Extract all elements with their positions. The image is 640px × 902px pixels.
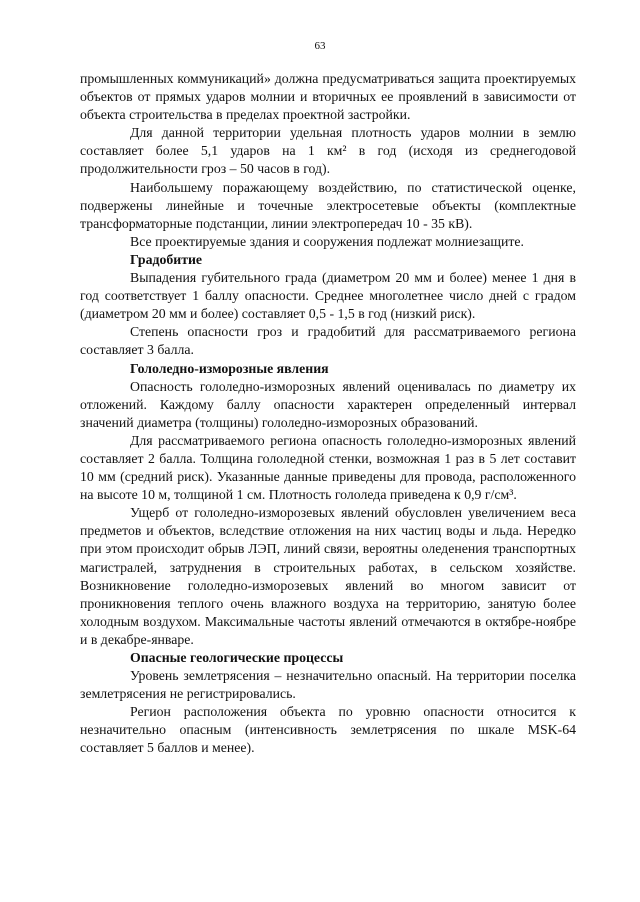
page-number: 63 [314,40,326,52]
paragraph-earthquake-level: Уровень землетрясения – незначительно опасный. На территории поселка землетрясения не регистрировались. [80,668,576,702]
paragraph-icing-damage: Ущерб от гололедно-изморозевых явлений обусловлен увеличением веса предметов и объектов, вследствие отложения на них частиц воды и льда. Нередко при этом происходит обрыв ЛЭП, линий связи, вероятны оледенения транспортных магистралей, затруднения в строительных работах, в сельском хозяйстве. Возникновение гололедно-изморозевых явлений во многом зависит от проникновения теплого очень влажного воздуха на территорию, занятую более холодным воздухом. Максимальные частоты явлений отмечаются в октябре-ноябре и в декабре-январе. [80,505,576,647]
heading-icing: Гололедно-изморозные явления [130,360,329,376]
paragraph-icing-rating: Для рассматриваемого региона опасность гололедно-изморозных явлений составляет 2 балла. Толщина гололедной стенки, возможная 1 раз в 5 лет составит 10 мм (средний риск). Указанные данные приведены для провода, расположенного на высоте 10 м, толщиной 1 см. Плотность гололеда приведена к 0,9 г/см³. [80,432,576,503]
paragraph-lightning-conclusion: Все проектируемые здания и сооружения подлежат молниезащите. [130,233,524,249]
paragraph-lightning-exposure: Наибольшему поражающему воздействию, по статистической оценке, подвержены линейные и точечные электросетевые объекты (комплектные трансформаторные подстанции, линии электропередач 10 - 35 кВ). [80,179,576,231]
paragraph-lightning-density: Для данной территории удельная плотность ударов молнии в землю составляет более 5,1 ударов на 1 км² в год (исходя из среднегодовой продолжительности гроз – 50 часов в год). [80,125,576,177]
heading-hail: Градобитие [130,251,203,267]
paragraph-earthquake-region: Регион расположения объекта по уровню опасности относится к незначительно опасным (интенсивность землетрясения по шкале MSK-64 составляет 5 баллов и менее). [80,704,576,756]
paragraph-icing-assessment: Опасность гололедно-изморозных явлений оценивалась по диаметру их отложений. Каждому баллу опасности характерен определенный интервал значений диаметра (толщины) гололедно-изморозных образований. [80,378,576,430]
paragraph-hail-rating: Степень опасности гроз и градобитий для рассматриваемого региона составляет 3 балла. [80,324,576,358]
paragraph-hail-frequency: Выпадения губительного града (диаметром 20 мм и более) менее 1 дня в год соответствует 1 баллу опасности. Среднее многолетнее число дней с градом (диаметром 20 мм и более) составляет 0,5 - 1,5 в год (низкий риск). [80,270,576,322]
heading-geological: Опасные геологические процессы [130,650,344,665]
paragraph-lightning-protection: промышленных коммуникаций» должна предусматриваться защита проектируемых объектов от прямых ударов молнии и вторичных ее проявлений в зависимости от объекта строительства в пределах проектной застройки. [80,71,576,123]
body-text [80,70,576,758]
